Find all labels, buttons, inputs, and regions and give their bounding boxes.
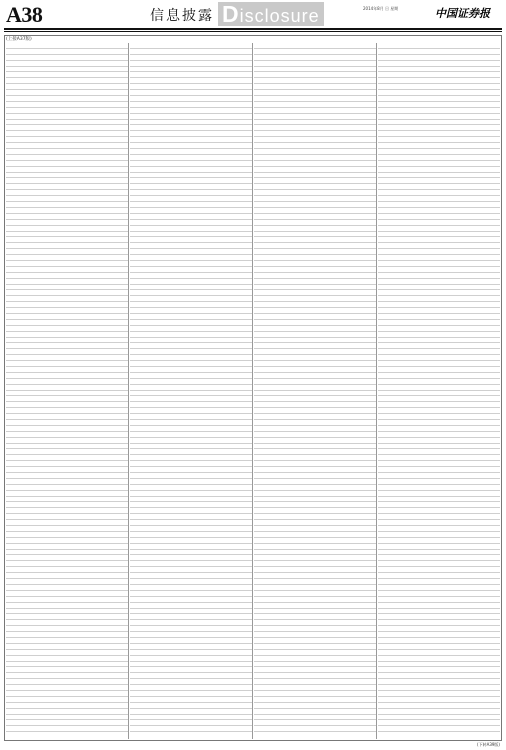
column-divider	[128, 43, 129, 739]
issue-date: 2014年8月 日 星期	[363, 6, 399, 11]
section-title-en	[218, 2, 324, 26]
column-divider	[376, 43, 377, 739]
section-title-en-initial: D	[222, 1, 240, 27]
table-row	[6, 726, 128, 732]
table-column-2	[130, 43, 252, 739]
table-row	[130, 726, 252, 732]
header-rule-thin	[4, 31, 502, 32]
table-continuation-label: (上接A37版)	[6, 37, 32, 42]
masthead	[0, 0, 506, 30]
table-row	[378, 726, 500, 732]
table-column-4	[378, 43, 500, 739]
section-title-cn: 信息披露	[150, 8, 214, 24]
section-title-en-rest: isclosure	[239, 6, 320, 26]
newspaper-logo: 中国证券报	[435, 7, 490, 20]
column-divider	[252, 43, 253, 739]
table-row	[254, 726, 376, 732]
table-column-3	[254, 43, 376, 739]
table-column-1	[6, 43, 128, 739]
header-rule-thick	[4, 28, 502, 30]
page-number: A38	[6, 2, 43, 27]
continuation-footer: (下转A39版)	[477, 742, 500, 747]
